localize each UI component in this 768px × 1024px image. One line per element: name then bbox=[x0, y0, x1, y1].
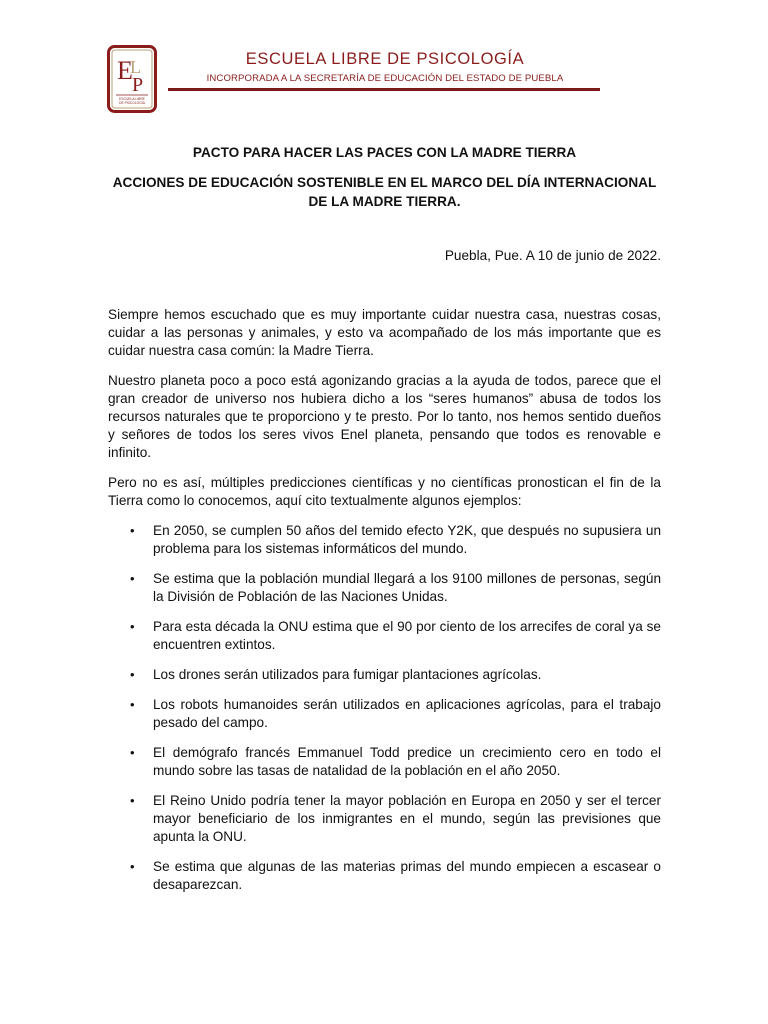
list-item bbox=[108, 618, 661, 654]
list-item bbox=[108, 696, 661, 732]
bullet-icon: • bbox=[130, 619, 135, 634]
list-item-text: En 2050, se cumplen 50 años del temido efecto Y2K, que después no supusiera un problema para los sistemas informáticos del mundo. bbox=[153, 523, 661, 556]
list-item-text: El demógrafo francés Emmanuel Todd predice un crecimiento cero en todo el mundo sobre las tasas de natalidad de la población en el año 2050. bbox=[153, 745, 661, 778]
svg-text:E: E bbox=[117, 56, 133, 85]
bullet-icon: • bbox=[130, 793, 135, 808]
bullet-icon: • bbox=[130, 859, 135, 874]
paragraph: Pero no es así, múltiples predicciones científicas y no científicas pronostican el fin de la Tierra como lo conocemos, aquí cito textualmente algunos ejemplos: bbox=[108, 475, 661, 508]
paragraph: Siempre hemos escuchado que es muy importante cuidar nuestra casa, nuestras cosas, cuidar a las personas y animales, y esto va acompañado de los más importante que es cuidar nuestra casa común: la Madre Tierra. bbox=[108, 307, 661, 358]
document-date: Puebla, Pue. A 10 de junio de 2022. bbox=[444, 248, 661, 263]
list-item bbox=[108, 570, 661, 606]
svg-text:P: P bbox=[132, 74, 144, 96]
bullet-icon: • bbox=[130, 745, 135, 760]
bullet-icon: • bbox=[130, 697, 135, 712]
list-item-text: Se estima que la población mundial llegará a los 9100 millones de personas, según la División de Población de las Naciones Unidas. bbox=[153, 571, 661, 604]
bullet-icon: • bbox=[130, 667, 135, 682]
list-item bbox=[108, 858, 661, 894]
school-name: ESCUELA LIBRE DE PSICOLOGÍA bbox=[245, 50, 525, 68]
list-item bbox=[108, 744, 661, 780]
bullet-icon: • bbox=[130, 571, 135, 586]
school-subtitle: INCORPORADA A LA SECRETARÍA DE EDUCACIÓN DEL ESTADO DE PUEBLA bbox=[206, 73, 564, 84]
document-subtitle: ACCIONES DE EDUCACIÓN SOSTENIBLE EN EL MARCO DEL DÍA INTERNACIONAL DE LA MADRE TIERRA. bbox=[112, 175, 657, 209]
document-title: PACTO PARA HACER LAS PACES CON LA MADRE TIERRA bbox=[192, 145, 577, 160]
list-item bbox=[108, 666, 661, 684]
document-body bbox=[108, 306, 661, 906]
school-logo bbox=[107, 45, 157, 113]
svg-text:L: L bbox=[130, 57, 141, 77]
list-item-text: Se estima que algunas de las materias primas del mundo empiecen a escasear o desaparezcan. bbox=[153, 859, 661, 892]
bullet-icon: • bbox=[130, 523, 135, 538]
list-item-text: Para esta década la ONU estima que el 90 por ciento de los arrecifes de coral ya se encuentren extintos. bbox=[153, 619, 661, 652]
list-item-text: Los robots humanoides serán utilizados en aplicaciones agrícolas, para el trabajo pesado del campo. bbox=[153, 697, 661, 730]
paragraph: Nuestro planeta poco a poco está agonizando gracias a la ayuda de todos, parece que el gran creador de universo nos hubiera dicho a los “seres humanos” abusa de todos los recursos naturales que te proporciono y te presto. Por lo tanto, nos hemos sentido dueños y señores de todos los seres vivos Enel planeta, pensando que todos es renovable e infinito. bbox=[108, 373, 661, 460]
svg-text:DE PSICOLOGÍA: DE PSICOLOGÍA bbox=[119, 101, 145, 105]
svg-text:ESCUELA LIBRE: ESCUELA LIBRE bbox=[119, 97, 145, 101]
list-item bbox=[108, 522, 661, 558]
list-item-text: Los drones serán utilizados para fumigar plantaciones agrícolas. bbox=[153, 667, 542, 682]
list-item bbox=[108, 792, 661, 846]
prediction-list bbox=[108, 522, 661, 894]
list-item-text: El Reino Unido podría tener la mayor población en Europa en 2050 y ser el tercer mayor beneficiario de los inmigrantes en el mundo, según las previsiones que apunta la ONU. bbox=[153, 793, 661, 844]
header-divider bbox=[168, 88, 600, 91]
